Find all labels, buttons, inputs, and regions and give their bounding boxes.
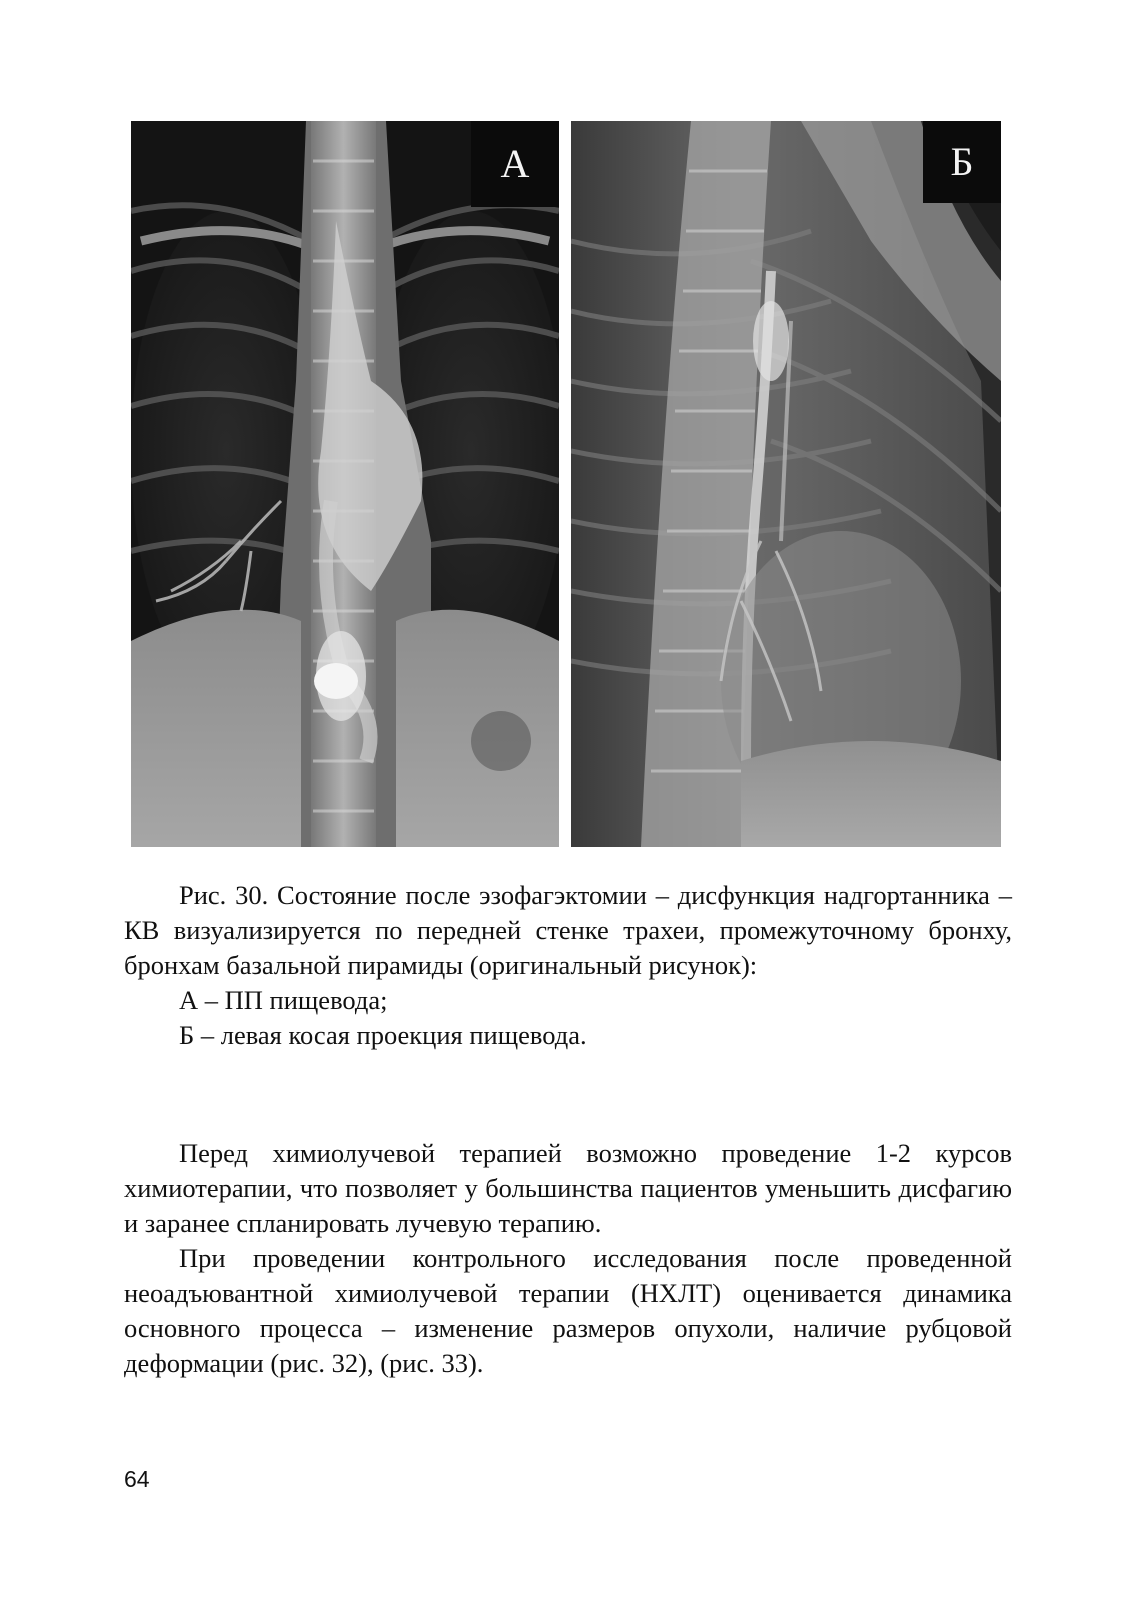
caption-item-a: А – ПП пищевода; [179,985,388,1015]
figure-caption [124,878,1012,1053]
caption-item-b: Б – левая косая проекция пищевода. [179,1020,587,1050]
paragraph-1: Перед химиолучевой терапией возможно проведение 1-2 курсов химиотерапии, что позволяет у большинства пациентов уменьшить дисфагию и заранее спланировать лучевую терапию. [124,1138,1012,1238]
xray-panel-b [571,121,1001,847]
xray-image-b [571,121,1001,847]
xray-image-a [131,121,559,847]
paragraph-2: При проведении контрольного исследования после проведенной неоадъювантной химиолучевой терапии (НХЛТ) оценивается динамика основного процесса – изменение размеров опухоли, наличие рубцовой деформации (рис. 32), (рис. 33). [124,1243,1012,1378]
caption-text: Рис. 30. Состояние после эзофагэктомии – дисфункция надгортанника – КВ визуализируется по передней стенке трахеи, промежуточному бронху, бронхам базальной пирамиды (оригинальный рисунок): [124,880,1012,980]
xray-panel-a [131,121,559,847]
panel-label-a: А [471,121,559,207]
panel-label-b: Б [923,121,1001,203]
page-number: 64 [124,1466,150,1492]
body-text [124,1136,1012,1381]
figure-30 [131,121,1001,847]
